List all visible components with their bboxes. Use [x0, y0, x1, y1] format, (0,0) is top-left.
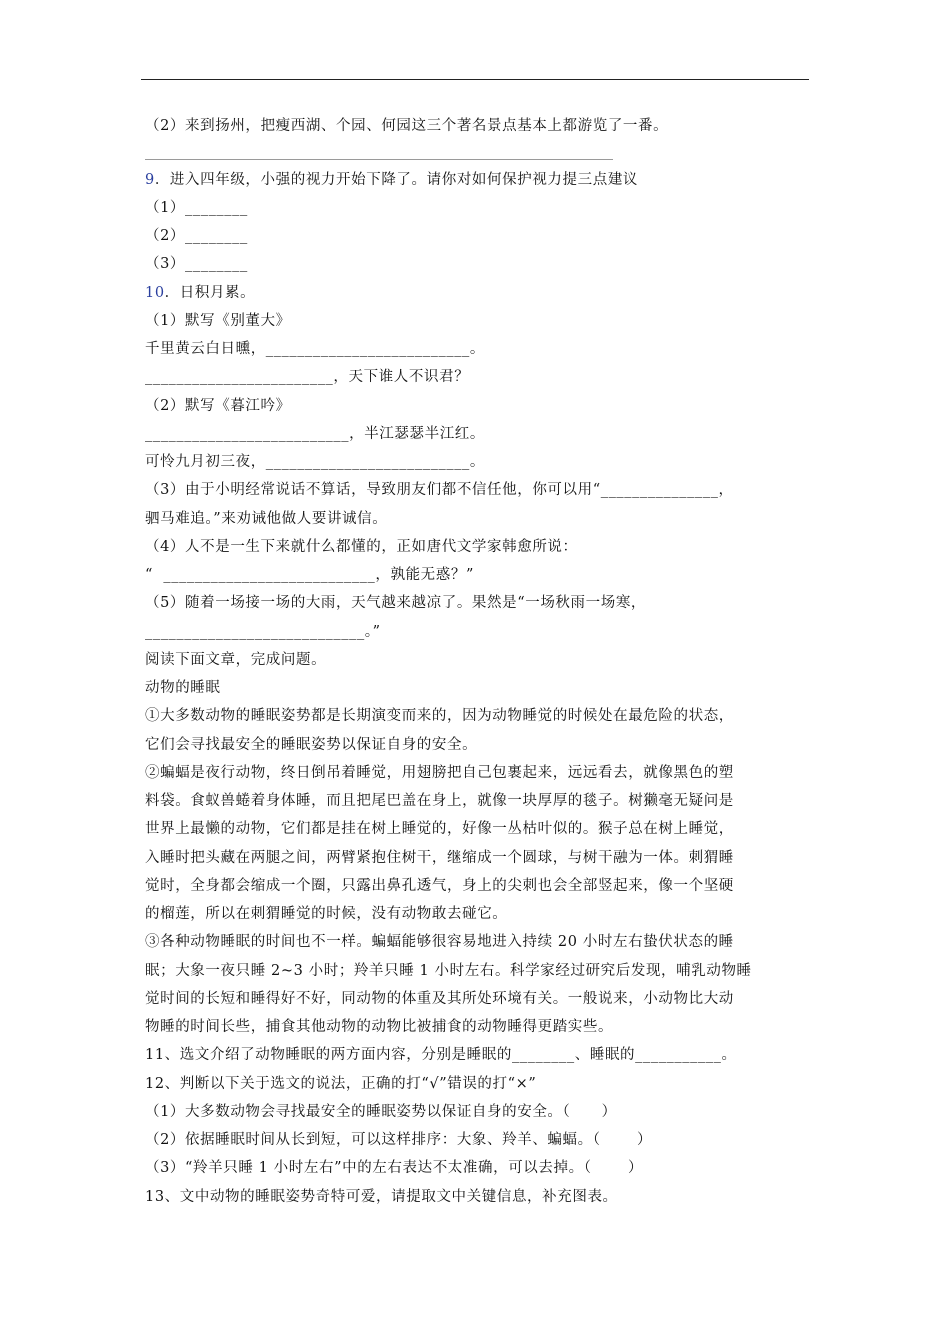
- text-line: 千里黄云白日曛，__________________________。: [145, 341, 485, 357]
- text-line: （1）默写《别董大》: [145, 313, 291, 329]
- text-line: （2）来到扬州，把瘦西湖、个园、何园这三个著名景点基本上都游览了一番。: [145, 118, 669, 134]
- paragraph-line: 觉时，全身都会缩成一个圈，只露出鼻孔透气，身上的尖刺也会全部竖起来，像一个坚硬: [145, 878, 734, 894]
- text-line: ________________________，天下谁人不识君？: [145, 369, 470, 385]
- text-line: “ ___________________________，孰能无惑？”: [145, 567, 474, 583]
- paragraph-line: ①大多数动物的睡眠姿势都是长期演变而来的，因为动物睡觉的时候处在最危险的状态，: [145, 708, 734, 724]
- question-9: [145, 170, 638, 190]
- question-11: 11、选文介绍了动物睡眠的两方面内容，分别是睡眠的________、睡眠的___________。: [145, 1047, 737, 1063]
- question-text: ．进入四年级，小强的视力开始下降了。请你对如何保护视力提三点建议: [154, 172, 639, 188]
- question-12: 12、判断以下关于选文的说法，正确的打“√”错误的打“×”: [145, 1076, 537, 1092]
- text-line: （1）________: [145, 200, 248, 216]
- article-title: 动物的睡眠: [145, 680, 221, 696]
- paragraph-line: 的榴莲，所以在刺猬睡觉的时候，没有动物敢去碰它。: [145, 906, 508, 922]
- paragraph-line: 觉时间的长短和睡得好不好，同动物的体重及其所处环境有关。一般说来，小动物比大动: [145, 991, 734, 1007]
- text-line: （4）人不是一生下来就什么都懂的，正如唐代文学家韩愈所说：: [145, 539, 578, 555]
- text-line: （3）由于小明经常说话不算话，导致朋友们都不信任他，你可以用“_______________，: [145, 482, 734, 498]
- text-line: （3）“羚羊只睡 1 小时左右”中的左右表达不太准确，可以去掉。（ ）: [145, 1160, 644, 1176]
- answer-line: [145, 159, 613, 160]
- paragraph-line: ③各种动物睡眠的时间也不一样。蝙蝠能够很容易地进入持续 20 小时左右蛰伏状态的睡: [145, 934, 734, 950]
- text-line: （2）依据睡眠时间从长到短，可以这样排序：大象、羚羊、蝙蝠。（ ）: [145, 1132, 653, 1148]
- question-number: 9: [145, 172, 155, 188]
- paragraph-line: 物睡的时间长些，捕食其他动物的动物比被捕食的动物睡得更踏实些。: [145, 1019, 614, 1035]
- text-line: ____________________________。”: [145, 624, 381, 640]
- paragraph-line: 世界上最懒的动物，它们都是挂在树上睡觉的，好像一丛枯叶似的。猴子总在树上睡觉，: [145, 821, 734, 837]
- text-line: （5）随着一场接一场的大雨，天气越来越凉了。果然是“一场秋雨一场寒，: [145, 595, 647, 611]
- text-line: 驷马难追。”来劝诫他做人要讲诚信。: [145, 511, 388, 527]
- text-line: （3）________: [145, 256, 248, 272]
- text-line: （2）默写《暮江吟》: [145, 398, 291, 414]
- question-number: 10: [145, 285, 165, 301]
- question-13: 13、文中动物的睡眠姿势奇特可爱，请提取文中关键信息，补充图表。: [145, 1189, 618, 1205]
- paragraph-line: 入睡时把头藏在两腿之间，两臂紧抱住树干，继缩成一个圆球，与树干融为一体。刺猬睡: [145, 850, 734, 866]
- paragraph-line: ②蝙蝠是夜行动物，终日倒吊着睡觉，用翅膀把自己包裹起来，远远看去，就像黑色的塑: [145, 765, 734, 781]
- text-line: 阅读下面文章，完成问题。: [145, 652, 327, 668]
- text-line: __________________________，半江瑟瑟半江红。: [145, 426, 485, 442]
- header-rule: [141, 79, 809, 80]
- paragraph-line: 料袋。食蚁兽蜷着身体睡，而且把尾巴盖在身上，就像一块厚厚的毯子。树獭毫无疑问是: [145, 793, 734, 809]
- question-10: [145, 283, 255, 303]
- paragraph-line: 眠；大象一夜只睡 2~3 小时；羚羊只睡 1 小时左右。科学家经过研究后发现，哺乳动物睡: [145, 963, 752, 979]
- text-line: （2）________: [145, 228, 248, 244]
- paragraph-line: 它们会寻找最安全的睡眠姿势以保证自身的安全。: [145, 737, 478, 753]
- text-line: （1）大多数动物会寻找最安全的睡眠姿势以保证自身的安全。（ ）: [145, 1104, 617, 1120]
- text-line: 可怜九月初三夜，__________________________。: [145, 454, 485, 470]
- question-text: ．日积月累。: [164, 285, 256, 301]
